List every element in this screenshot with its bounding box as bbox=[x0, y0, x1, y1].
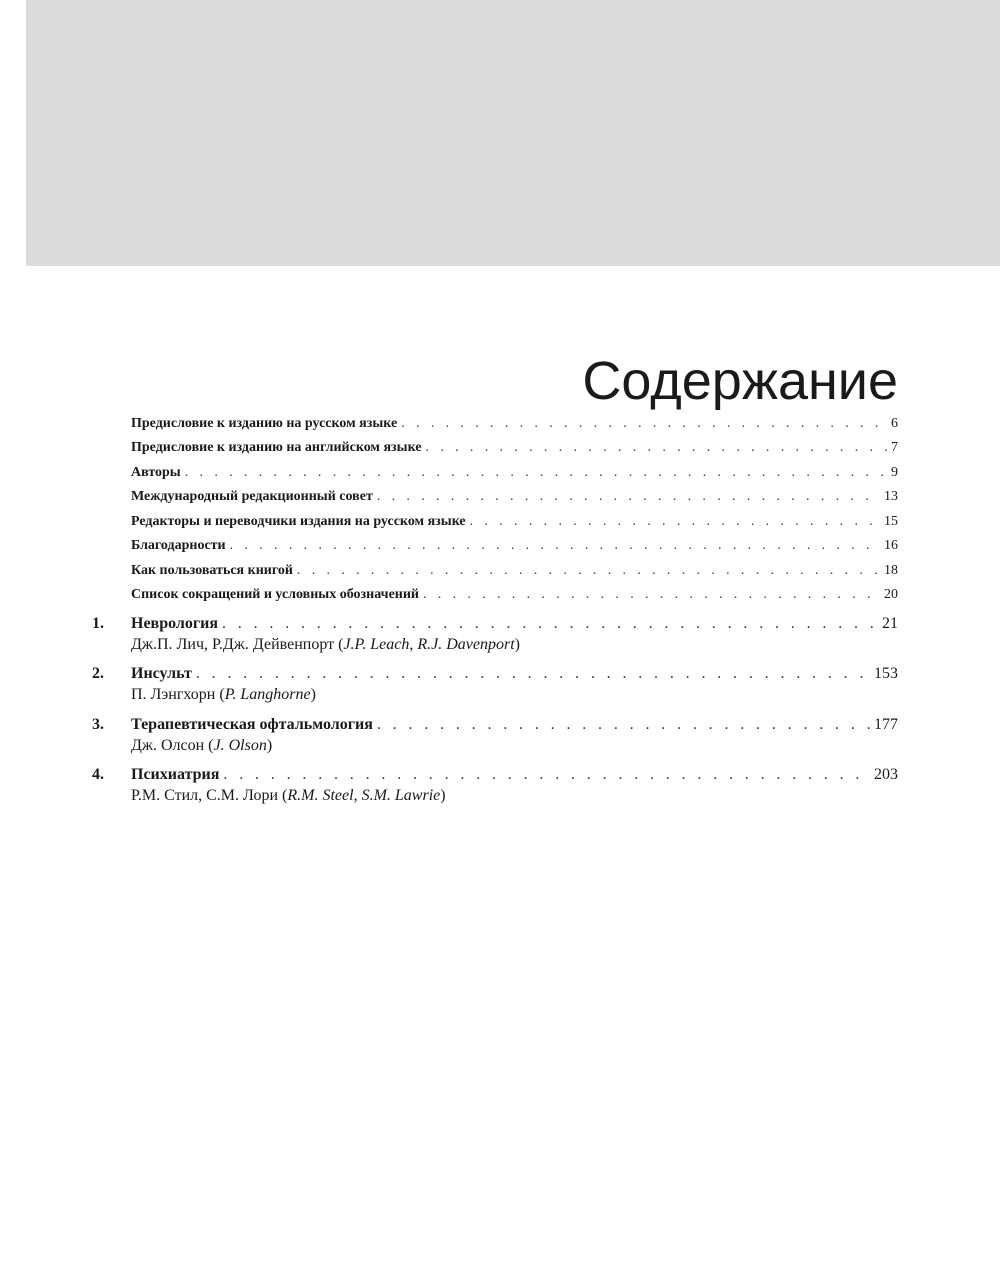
toc-entry-title: Предисловие к изданию на русском языке bbox=[131, 416, 398, 431]
dot-leader bbox=[377, 488, 880, 506]
authors-russian: П. Лэнгхорн bbox=[131, 686, 216, 703]
toc-page-number: 153 bbox=[874, 665, 898, 682]
toc-chapter-psychiatry[interactable] bbox=[131, 765, 898, 785]
toc-page-number: 20 bbox=[884, 587, 898, 602]
toc-chapter-ophthalmology[interactable] bbox=[131, 715, 898, 735]
toc-page-number: 7 bbox=[891, 440, 898, 455]
dot-leader bbox=[185, 464, 887, 482]
toc-entry-title: Международный редакционный совет bbox=[131, 489, 373, 504]
toc-entry-acknowledgements[interactable] bbox=[131, 537, 898, 555]
dot-leader bbox=[426, 439, 887, 457]
author-english: S.M. Lawrie bbox=[361, 787, 441, 804]
toc-entry-how-to-use[interactable] bbox=[131, 562, 898, 580]
dot-leader bbox=[196, 664, 870, 684]
toc-chapter-neurology[interactable] bbox=[131, 614, 898, 634]
toc-page-number: 15 bbox=[884, 514, 898, 529]
author-english: P. Langhorne bbox=[224, 686, 311, 703]
toc-page-number: 9 bbox=[891, 465, 898, 480]
toc-page-number: 6 bbox=[891, 416, 898, 431]
chapter-authors: Р.М. Стил, С.М. Лори (R.M. Steel, S.M. Lawrie) bbox=[131, 787, 446, 804]
chapter-number: 1. bbox=[92, 615, 104, 632]
toc-entry-title: Благодарности bbox=[131, 538, 226, 553]
toc-page-number: 18 bbox=[884, 563, 898, 578]
chapter-title: Психиатрия bbox=[131, 766, 220, 783]
chapter-number: 3. bbox=[92, 716, 104, 733]
chapter-title: Неврология bbox=[131, 615, 218, 632]
dot-leader bbox=[423, 586, 880, 604]
dot-leader bbox=[223, 765, 870, 785]
header-band bbox=[26, 0, 1000, 266]
toc-page-number: 21 bbox=[882, 615, 898, 632]
toc-entry-preface-english[interactable] bbox=[131, 439, 898, 457]
dot-leader bbox=[401, 415, 887, 433]
authors-russian: Р.М. Стил, С.М. Лори bbox=[131, 787, 279, 804]
dot-leader bbox=[470, 513, 880, 531]
author-english: J.P. Leach bbox=[343, 636, 410, 653]
toc-entry-title: Предисловие к изданию на английском языке bbox=[131, 440, 422, 455]
page-title: Содержание bbox=[582, 351, 898, 412]
toc-entry-authors[interactable] bbox=[131, 464, 898, 482]
toc-entry-editors-translators[interactable] bbox=[131, 513, 898, 531]
chapter-authors: Дж. Олсон (J. Olson) bbox=[131, 737, 273, 754]
toc-page-number: 177 bbox=[874, 716, 898, 733]
toc-entry-abbreviations[interactable] bbox=[131, 586, 898, 604]
authors-russian: Дж. Олсон bbox=[131, 737, 205, 754]
chapter-title: Терапевтическая офтальмология bbox=[131, 716, 373, 733]
dot-leader bbox=[377, 715, 870, 735]
dot-leader bbox=[222, 614, 878, 634]
authors-russian: Дж.П. Лич, Р.Дж. Дейвенпорт bbox=[131, 636, 335, 653]
toc-entry-editorial-board[interactable] bbox=[131, 488, 898, 506]
toc-page-number: 13 bbox=[884, 489, 898, 504]
chapter-authors: П. Лэнгхорн (P. Langhorne) bbox=[131, 686, 316, 703]
chapter-title: Инсульт bbox=[131, 665, 192, 682]
dot-leader bbox=[230, 537, 880, 555]
chapter-number: 4. bbox=[92, 766, 104, 783]
toc-entry-title: Список сокращений и условных обозначений bbox=[131, 587, 419, 602]
chapter-number: 2. bbox=[92, 665, 104, 682]
toc-page-number: 16 bbox=[884, 538, 898, 553]
toc-entry-title: Авторы bbox=[131, 465, 181, 480]
author-english: R.J. Davenport bbox=[417, 636, 515, 653]
toc-chapter-stroke[interactable] bbox=[131, 664, 898, 684]
dot-leader bbox=[297, 562, 880, 580]
toc-entry-title: Редакторы и переводчики издания на русском языке bbox=[131, 514, 466, 529]
toc-entry-preface-russian[interactable] bbox=[131, 415, 898, 433]
chapter-authors: Дж.П. Лич, Р.Дж. Дейвенпорт (J.P. Leach, R.J. Davenport) bbox=[131, 636, 520, 653]
author-english: J. Olson bbox=[213, 737, 267, 754]
toc-page-number: 203 bbox=[874, 766, 898, 783]
toc-entry-title: Как пользоваться книгой bbox=[131, 563, 293, 578]
author-english: R.M. Steel bbox=[287, 787, 354, 804]
